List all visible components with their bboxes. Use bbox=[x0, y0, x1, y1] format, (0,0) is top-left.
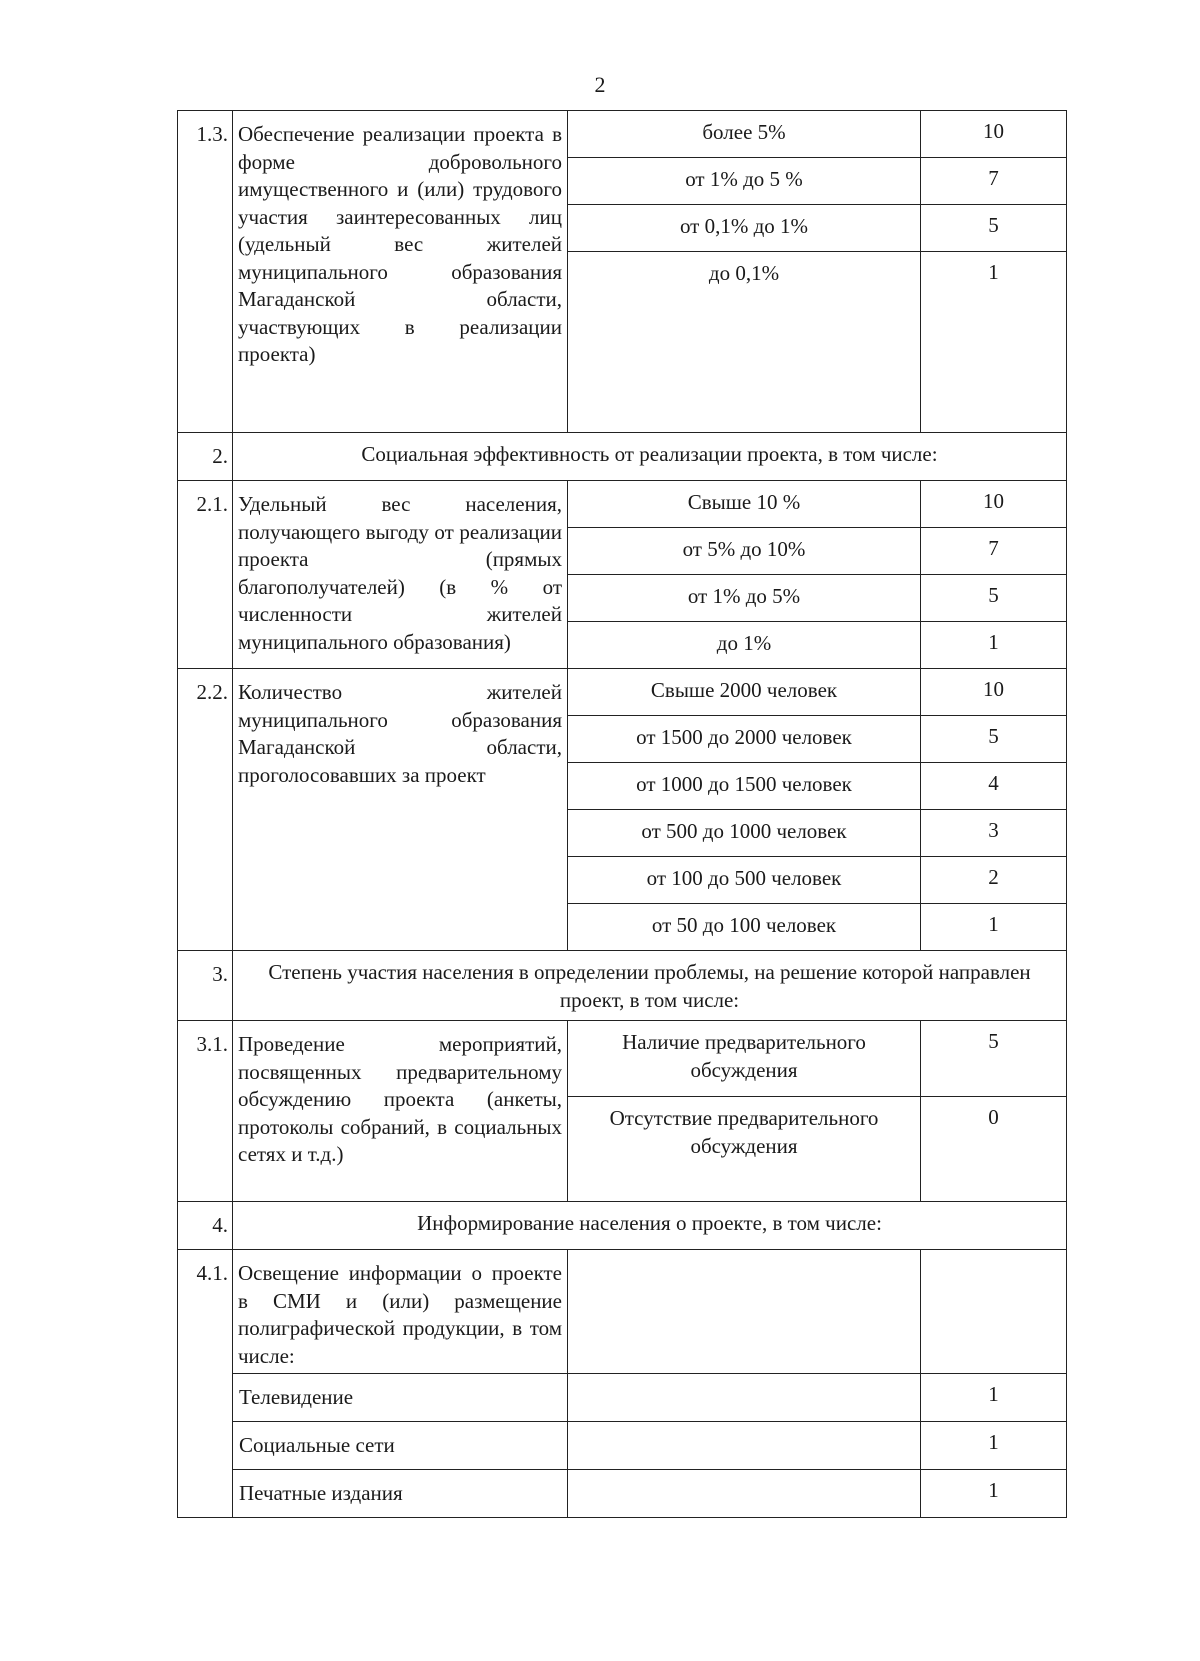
criterion-description: Обеспечение реализации проекта в форме добровольного имущественного и (или) трудового участия заинтересованных лиц (удельный вес жителей муниципального образования Магаданской области, участвующих в реализации проекта) bbox=[233, 111, 568, 433]
range-cell bbox=[568, 1422, 921, 1470]
score-cell: 7 bbox=[921, 528, 1067, 575]
range-cell: от 1% до 5% bbox=[568, 575, 921, 622]
range-cell: Отсутствие предварительного обсуждения bbox=[568, 1097, 921, 1202]
score-cell: 5 bbox=[921, 1021, 1067, 1097]
score-cell: 5 bbox=[921, 575, 1067, 622]
range-cell bbox=[568, 1374, 921, 1422]
score-cell: 10 bbox=[921, 669, 1067, 716]
section-number: 3. bbox=[178, 951, 233, 1021]
range-cell: от 1000 до 1500 человек bbox=[568, 763, 921, 810]
section-row bbox=[178, 433, 1067, 481]
criterion-description: Удельный вес населения, получающего выгоду от реализации проекта (прямых благополучателей) (в % от численности жителей муниципального образования) bbox=[233, 481, 568, 669]
range-cell bbox=[568, 1250, 921, 1374]
table-row bbox=[178, 1374, 1067, 1422]
score-cell: 1 bbox=[921, 1422, 1067, 1470]
section-number: 4. bbox=[178, 1202, 233, 1250]
score-cell: 0 bbox=[921, 1097, 1067, 1202]
range-cell: до 1% bbox=[568, 622, 921, 669]
score-cell: 1 bbox=[921, 1470, 1067, 1518]
sub-item-label: Телевидение bbox=[233, 1374, 568, 1422]
section-number: 2. bbox=[178, 433, 233, 481]
range-cell: более 5% bbox=[568, 111, 921, 158]
criterion-number: 2.2. bbox=[178, 669, 233, 951]
table-row bbox=[178, 1470, 1067, 1518]
score-cell: 1 bbox=[921, 1374, 1067, 1422]
score-cell bbox=[921, 1250, 1067, 1374]
range-cell: от 0,1% до 1% bbox=[568, 205, 921, 252]
range-cell bbox=[568, 1470, 921, 1518]
table-row bbox=[178, 1422, 1067, 1470]
score-cell: 7 bbox=[921, 158, 1067, 205]
score-cell: 1 bbox=[921, 622, 1067, 669]
criterion-description: Освещение информации о проекте в СМИ и (или) размещение полиграфической продукции, в том числе: bbox=[233, 1250, 568, 1374]
score-cell: 1 bbox=[921, 904, 1067, 951]
table-row bbox=[178, 111, 1067, 158]
score-cell: 3 bbox=[921, 810, 1067, 857]
table-row bbox=[178, 669, 1067, 716]
range-cell: до 0,1% bbox=[568, 252, 921, 433]
score-cell: 10 bbox=[921, 481, 1067, 528]
score-cell: 10 bbox=[921, 111, 1067, 158]
section-title: Информирование населения о проекте, в том числе: bbox=[233, 1202, 1067, 1250]
criterion-description: Проведение мероприятий, посвященных предварительному обсуждению проекта (анкеты, протоколы собраний, в социальных сетях и т.д.) bbox=[233, 1021, 568, 1202]
table-row bbox=[178, 1021, 1067, 1097]
sub-item-label: Социальные сети bbox=[233, 1422, 568, 1470]
criterion-number: 2.1. bbox=[178, 481, 233, 669]
sub-item-label: Печатные издания bbox=[233, 1470, 568, 1518]
score-cell: 5 bbox=[921, 205, 1067, 252]
range-cell: от 1500 до 2000 человек bbox=[568, 716, 921, 763]
section-title: Социальная эффективность от реализации проекта, в том числе: bbox=[233, 433, 1067, 481]
range-cell: от 50 до 100 человек bbox=[568, 904, 921, 951]
criterion-number: 3.1. bbox=[178, 1021, 233, 1202]
score-cell: 4 bbox=[921, 763, 1067, 810]
criterion-description: Количество жителей муниципального образования Магаданской области, проголосовавших за проект bbox=[233, 669, 568, 951]
score-cell: 2 bbox=[921, 857, 1067, 904]
range-cell: от 5% до 10% bbox=[568, 528, 921, 575]
range-cell: от 1% до 5 % bbox=[568, 158, 921, 205]
range-cell: от 500 до 1000 человек bbox=[568, 810, 921, 857]
range-cell: Свыше 10 % bbox=[568, 481, 921, 528]
criterion-number: 4.1. bbox=[178, 1250, 233, 1518]
range-cell: от 100 до 500 человек bbox=[568, 857, 921, 904]
page-number: 2 bbox=[594, 72, 606, 97]
table-row bbox=[178, 481, 1067, 528]
section-row bbox=[178, 951, 1067, 1021]
range-cell: Наличие предварительного обсуждения bbox=[568, 1021, 921, 1097]
range-cell: Свыше 2000 человек bbox=[568, 669, 921, 716]
score-cell: 1 bbox=[921, 252, 1067, 433]
criteria-table bbox=[177, 110, 1067, 1518]
section-row bbox=[178, 1202, 1067, 1250]
score-cell: 5 bbox=[921, 716, 1067, 763]
section-title: Степень участия населения в определении проблемы, на решение которой направлен проект, в том числе: bbox=[233, 951, 1067, 1021]
table-row bbox=[178, 1250, 1067, 1374]
criterion-number: 1.3. bbox=[178, 111, 233, 433]
